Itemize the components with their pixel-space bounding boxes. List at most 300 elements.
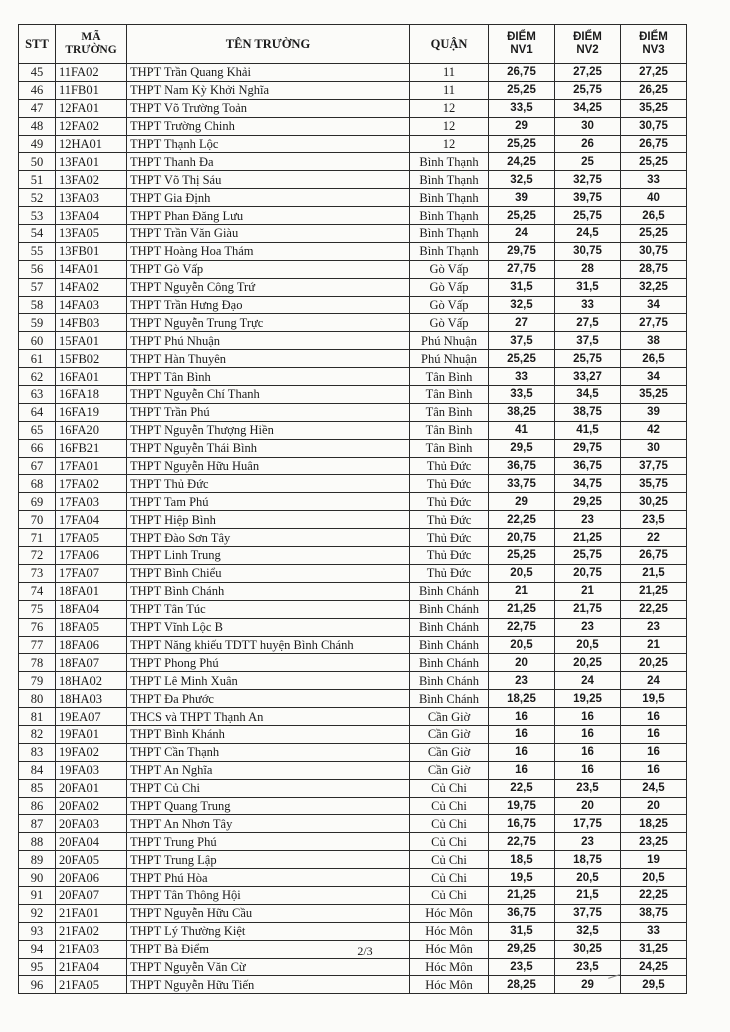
cell-score-nv2: 25,75 — [555, 81, 621, 99]
cell-score-nv3: 25,25 — [621, 225, 687, 243]
cell-school-name: THPT Nguyễn Chí Thanh — [127, 386, 410, 404]
table-row — [19, 403, 687, 421]
cell-stt: 56 — [19, 260, 56, 278]
cell-school-code: 13FA03 — [56, 189, 127, 207]
cell-score-nv2: 30 — [555, 117, 621, 135]
cell-score-nv3: 19,5 — [621, 690, 687, 708]
cell-score-nv1: 39 — [489, 189, 555, 207]
cell-score-nv3: 37,75 — [621, 457, 687, 475]
cell-stt: 53 — [19, 207, 56, 225]
cell-school-name: THPT Năng khiếu TDTT huyện Bình Chánh — [127, 636, 410, 654]
cell-stt: 54 — [19, 225, 56, 243]
cell-score-nv2: 30,75 — [555, 242, 621, 260]
cell-score-nv3: 42 — [621, 421, 687, 439]
cell-stt: 88 — [19, 833, 56, 851]
cell-score-nv3: 27,75 — [621, 314, 687, 332]
cell-school-name: THPT Bình Khánh — [127, 725, 410, 743]
cell-stt: 64 — [19, 403, 56, 421]
cell-school-code: 20FA06 — [56, 869, 127, 887]
cell-school-name: THPT Tân Túc — [127, 600, 410, 618]
table-row — [19, 207, 687, 225]
cell-score-nv1: 20,5 — [489, 564, 555, 582]
cell-score-nv3: 30,75 — [621, 242, 687, 260]
cell-score-nv1: 41 — [489, 421, 555, 439]
cell-score-nv3: 31,25 — [621, 940, 687, 958]
cell-score-nv2: 25,75 — [555, 547, 621, 565]
cell-school-code: 13FA02 — [56, 171, 127, 189]
cell-score-nv2: 27,25 — [555, 64, 621, 82]
cell-school-code: 16FA18 — [56, 386, 127, 404]
cell-score-nv1: 28,25 — [489, 976, 555, 994]
cell-stt: 60 — [19, 332, 56, 350]
cell-school-code: 13FA04 — [56, 207, 127, 225]
cell-school-name: THPT Bình Chánh — [127, 582, 410, 600]
cell-stt: 87 — [19, 815, 56, 833]
cell-score-nv3: 27,25 — [621, 64, 687, 82]
cell-school-name: THPT Võ Thị Sáu — [127, 171, 410, 189]
cell-district: Bình Chánh — [410, 690, 489, 708]
cell-stt: 73 — [19, 564, 56, 582]
cell-district: 12 — [410, 99, 489, 117]
cell-school-name: THPT Trung Lập — [127, 851, 410, 869]
cell-stt: 69 — [19, 493, 56, 511]
cell-school-name: THPT Tam Phú — [127, 493, 410, 511]
cell-district: Gò Vấp — [410, 260, 489, 278]
table-row — [19, 833, 687, 851]
cell-stt: 81 — [19, 708, 56, 726]
table-row — [19, 296, 687, 314]
cell-score-nv2: 25,75 — [555, 207, 621, 225]
cell-school-name: THPT Quang Trung — [127, 797, 410, 815]
cell-score-nv3: 34 — [621, 368, 687, 386]
cell-score-nv2: 16 — [555, 761, 621, 779]
cell-district: Cần Giờ — [410, 761, 489, 779]
table-row — [19, 690, 687, 708]
cell-score-nv2: 32,75 — [555, 171, 621, 189]
cell-stt: 68 — [19, 475, 56, 493]
cell-score-nv1: 33,5 — [489, 386, 555, 404]
cell-score-nv1: 29 — [489, 117, 555, 135]
cell-score-nv3: 23 — [621, 618, 687, 636]
cell-school-code: 20FA01 — [56, 779, 127, 797]
cell-stt: 80 — [19, 690, 56, 708]
table-row — [19, 618, 687, 636]
cell-stt: 62 — [19, 368, 56, 386]
cell-score-nv3: 26,25 — [621, 81, 687, 99]
cell-school-code: 16FA19 — [56, 403, 127, 421]
cell-score-nv2: 39,75 — [555, 189, 621, 207]
cell-score-nv2: 37,5 — [555, 332, 621, 350]
cell-score-nv1: 33,5 — [489, 99, 555, 117]
cell-score-nv1: 21,25 — [489, 886, 555, 904]
cell-stt: 58 — [19, 296, 56, 314]
cell-stt: 48 — [19, 117, 56, 135]
cell-district: 11 — [410, 64, 489, 82]
cell-score-nv1: 22,25 — [489, 511, 555, 529]
cell-score-nv3: 26,75 — [621, 135, 687, 153]
cell-school-code: 16FB21 — [56, 439, 127, 457]
cell-score-nv2: 29,25 — [555, 493, 621, 511]
cell-score-nv3: 32,25 — [621, 278, 687, 296]
cell-score-nv3: 23,5 — [621, 511, 687, 529]
cell-score-nv1: 20,5 — [489, 636, 555, 654]
cell-district: Gò Vấp — [410, 278, 489, 296]
table-row — [19, 350, 687, 368]
cell-district: Phú Nhuận — [410, 332, 489, 350]
cell-school-name: THPT Võ Trường Toản — [127, 99, 410, 117]
cell-school-name: THPT Vĩnh Lộc B — [127, 618, 410, 636]
cell-score-nv1: 16 — [489, 743, 555, 761]
cell-score-nv2: 29 — [555, 976, 621, 994]
cell-stt: 63 — [19, 386, 56, 404]
cell-stt: 78 — [19, 654, 56, 672]
table-row — [19, 135, 687, 153]
cell-score-nv2: 18,75 — [555, 851, 621, 869]
cell-school-code: 15FB02 — [56, 350, 127, 368]
cell-stt: 94 — [19, 940, 56, 958]
cell-stt: 95 — [19, 958, 56, 976]
header-nv3-line1: ĐIỂM — [639, 31, 668, 43]
cell-school-name: THPT An Nghĩa — [127, 761, 410, 779]
cell-score-nv1: 36,75 — [489, 457, 555, 475]
cell-stt: 45 — [19, 64, 56, 82]
cell-score-nv1: 19,75 — [489, 797, 555, 815]
cell-district: Tân Bình — [410, 421, 489, 439]
cell-score-nv3: 20 — [621, 797, 687, 815]
cell-school-code: 17FA05 — [56, 529, 127, 547]
cell-school-code: 17FA07 — [56, 564, 127, 582]
admission-score-table — [18, 24, 687, 994]
cell-score-nv3: 35,75 — [621, 475, 687, 493]
cell-school-code: 13FB01 — [56, 242, 127, 260]
cell-score-nv2: 20,5 — [555, 869, 621, 887]
cell-school-code: 16FA01 — [56, 368, 127, 386]
cell-score-nv1: 31,5 — [489, 922, 555, 940]
cell-school-name: THPT Nguyễn Hữu Cầu — [127, 904, 410, 922]
cell-score-nv2: 30,25 — [555, 940, 621, 958]
table-row — [19, 386, 687, 404]
cell-district: Cần Giờ — [410, 743, 489, 761]
cell-stt: 76 — [19, 618, 56, 636]
cell-district: Bình Thạnh — [410, 207, 489, 225]
cell-score-nv1: 22,5 — [489, 779, 555, 797]
cell-school-code: 21FA05 — [56, 976, 127, 994]
cell-score-nv3: 25,25 — [621, 153, 687, 171]
cell-school-code: 13FA01 — [56, 153, 127, 171]
cell-stt: 66 — [19, 439, 56, 457]
cell-school-code: 20FA04 — [56, 833, 127, 851]
cell-district: Củ Chi — [410, 815, 489, 833]
cell-school-name: THPT An Nhơn Tây — [127, 815, 410, 833]
cell-score-nv1: 21,25 — [489, 600, 555, 618]
cell-school-name: THPT Trần Phú — [127, 403, 410, 421]
cell-score-nv3: 29,5 — [621, 976, 687, 994]
cell-score-nv2: 31,5 — [555, 278, 621, 296]
cell-stt: 74 — [19, 582, 56, 600]
cell-score-nv2: 24,5 — [555, 225, 621, 243]
cell-district: Tân Bình — [410, 368, 489, 386]
table-header-row — [19, 25, 687, 64]
cell-school-name: THPT Gò Vấp — [127, 260, 410, 278]
cell-score-nv2: 19,25 — [555, 690, 621, 708]
cell-district: Cần Giờ — [410, 708, 489, 726]
table-row — [19, 511, 687, 529]
cell-stt: 85 — [19, 779, 56, 797]
cell-school-code: 19EA07 — [56, 708, 127, 726]
cell-stt: 51 — [19, 171, 56, 189]
cell-stt: 50 — [19, 153, 56, 171]
cell-school-code: 19FA02 — [56, 743, 127, 761]
cell-score-nv2: 28 — [555, 260, 621, 278]
cell-district: Củ Chi — [410, 797, 489, 815]
cell-school-name: THPT Tân Bình — [127, 368, 410, 386]
cell-score-nv2: 21,25 — [555, 529, 621, 547]
header-score-nv2 — [555, 25, 621, 64]
cell-school-name: THPT Hiệp Bình — [127, 511, 410, 529]
cell-score-nv3: 22,25 — [621, 886, 687, 904]
header-school-name: TÊN TRƯỜNG — [127, 25, 410, 64]
cell-district: Thủ Đức — [410, 457, 489, 475]
cell-score-nv1: 16,75 — [489, 815, 555, 833]
cell-score-nv3: 30,75 — [621, 117, 687, 135]
table-row — [19, 869, 687, 887]
cell-score-nv2: 34,5 — [555, 386, 621, 404]
cell-stt: 71 — [19, 529, 56, 547]
cell-district: Gò Vấp — [410, 314, 489, 332]
cell-school-code: 12HA01 — [56, 135, 127, 153]
cell-score-nv2: 32,5 — [555, 922, 621, 940]
cell-school-name: THPT Gia Định — [127, 189, 410, 207]
cell-district: Bình Thạnh — [410, 225, 489, 243]
cell-school-code: 11FB01 — [56, 81, 127, 99]
cell-stt: 86 — [19, 797, 56, 815]
cell-score-nv1: 24 — [489, 225, 555, 243]
cell-school-code: 15FA01 — [56, 332, 127, 350]
cell-school-name: THPT Nam Kỳ Khởi Nghĩa — [127, 81, 410, 99]
cell-score-nv3: 30 — [621, 439, 687, 457]
table-row — [19, 958, 687, 976]
cell-score-nv1: 32,5 — [489, 296, 555, 314]
cell-school-code: 13FA05 — [56, 225, 127, 243]
cell-score-nv1: 32,5 — [489, 171, 555, 189]
table-row — [19, 582, 687, 600]
cell-school-name: THPT Nguyễn Công Trứ — [127, 278, 410, 296]
table-row — [19, 815, 687, 833]
cell-school-name: THPT Thanh Đa — [127, 153, 410, 171]
cell-score-nv1: 18,5 — [489, 851, 555, 869]
cell-score-nv3: 16 — [621, 725, 687, 743]
cell-score-nv1: 38,25 — [489, 403, 555, 421]
cell-score-nv1: 21 — [489, 582, 555, 600]
page-number: 2/3 — [357, 944, 373, 958]
cell-score-nv3: 26,75 — [621, 547, 687, 565]
cell-school-code: 19FA03 — [56, 761, 127, 779]
cell-score-nv3: 21,25 — [621, 582, 687, 600]
cell-district: Hóc Môn — [410, 922, 489, 940]
cell-school-name: THCS và THPT Thạnh An — [127, 708, 410, 726]
cell-district: Bình Thạnh — [410, 153, 489, 171]
cell-score-nv1: 19,5 — [489, 869, 555, 887]
cell-score-nv2: 27,5 — [555, 314, 621, 332]
cell-score-nv3: 34 — [621, 296, 687, 314]
cell-district: Phú Nhuận — [410, 350, 489, 368]
cell-stt: 89 — [19, 851, 56, 869]
cell-score-nv1: 20,75 — [489, 529, 555, 547]
cell-score-nv3: 22,25 — [621, 600, 687, 618]
cell-school-name: THPT Đào Sơn Tây — [127, 529, 410, 547]
cell-score-nv3: 18,25 — [621, 815, 687, 833]
cell-stt: 59 — [19, 314, 56, 332]
cell-score-nv2: 21,75 — [555, 600, 621, 618]
cell-district: Bình Thạnh — [410, 171, 489, 189]
cell-score-nv3: 19 — [621, 851, 687, 869]
cell-score-nv3: 26,5 — [621, 350, 687, 368]
table-row — [19, 922, 687, 940]
cell-stt: 46 — [19, 81, 56, 99]
cell-school-code: 18HA02 — [56, 672, 127, 690]
cell-score-nv1: 20 — [489, 654, 555, 672]
cell-score-nv3: 39 — [621, 403, 687, 421]
cell-school-name: THPT Trần Văn Giàu — [127, 225, 410, 243]
cell-score-nv3: 33 — [621, 922, 687, 940]
cell-school-code: 18FA01 — [56, 582, 127, 600]
header-school-code — [56, 25, 127, 64]
cell-school-name: THPT Phong Phú — [127, 654, 410, 672]
cell-school-code: 17FA02 — [56, 475, 127, 493]
cell-score-nv1: 37,5 — [489, 332, 555, 350]
cell-stt: 75 — [19, 600, 56, 618]
cell-district: Hóc Môn — [410, 904, 489, 922]
cell-score-nv3: 26,5 — [621, 207, 687, 225]
cell-score-nv3: 33 — [621, 171, 687, 189]
cell-stt: 67 — [19, 457, 56, 475]
cell-school-name: THPT Lê Minh Xuân — [127, 672, 410, 690]
table-row — [19, 725, 687, 743]
cell-school-name: THPT Nguyễn Thượng Hiền — [127, 421, 410, 439]
table-row — [19, 851, 687, 869]
cell-score-nv1: 27,75 — [489, 260, 555, 278]
cell-school-name: THPT Cần Thạnh — [127, 743, 410, 761]
cell-score-nv2: 25,75 — [555, 350, 621, 368]
table-row — [19, 225, 687, 243]
cell-school-code: 20FA02 — [56, 797, 127, 815]
cell-school-name: THPT Nguyễn Hữu Tiến — [127, 976, 410, 994]
cell-school-name: THPT Tân Thông Hội — [127, 886, 410, 904]
cell-score-nv3: 24,25 — [621, 958, 687, 976]
table-row — [19, 171, 687, 189]
cell-district: Bình Chánh — [410, 654, 489, 672]
table-row — [19, 475, 687, 493]
cell-score-nv1: 23 — [489, 672, 555, 690]
cell-score-nv3: 38 — [621, 332, 687, 350]
header-nv1-line2: NV1 — [510, 44, 533, 56]
score-table-container — [18, 24, 687, 994]
cell-school-name: THPT Trường Chinh — [127, 117, 410, 135]
cell-score-nv1: 25,25 — [489, 81, 555, 99]
cell-school-name: THPT Lý Thường Kiệt — [127, 922, 410, 940]
cell-score-nv1: 16 — [489, 761, 555, 779]
cell-score-nv1: 29 — [489, 493, 555, 511]
cell-school-code: 18FA06 — [56, 636, 127, 654]
table-row — [19, 457, 687, 475]
table-row — [19, 189, 687, 207]
cell-score-nv2: 17,75 — [555, 815, 621, 833]
cell-stt: 90 — [19, 869, 56, 887]
cell-school-name: THPT Nguyễn Trung Trực — [127, 314, 410, 332]
cell-school-name: THPT Thủ Đức — [127, 475, 410, 493]
cell-score-nv1: 16 — [489, 708, 555, 726]
cell-district: Củ Chi — [410, 779, 489, 797]
cell-school-code: 14FB03 — [56, 314, 127, 332]
cell-school-code: 20FA03 — [56, 815, 127, 833]
cell-district: Củ Chi — [410, 833, 489, 851]
header-school-code-line2: TRƯỜNG — [65, 44, 117, 56]
cell-stt: 92 — [19, 904, 56, 922]
cell-school-code: 21FA02 — [56, 922, 127, 940]
cell-school-code: 20FA07 — [56, 886, 127, 904]
cell-score-nv1: 33,75 — [489, 475, 555, 493]
cell-school-name: THPT Phú Hòa — [127, 869, 410, 887]
table-row — [19, 976, 687, 994]
cell-stt: 83 — [19, 743, 56, 761]
cell-district: Tân Bình — [410, 403, 489, 421]
cell-score-nv3: 22 — [621, 529, 687, 547]
cell-school-name: THPT Phú Nhuận — [127, 332, 410, 350]
cell-school-code: 12FA01 — [56, 99, 127, 117]
table-row — [19, 314, 687, 332]
cell-stt: 57 — [19, 278, 56, 296]
cell-score-nv1: 27 — [489, 314, 555, 332]
cell-score-nv3: 20,5 — [621, 869, 687, 887]
table-row — [19, 493, 687, 511]
cell-stt: 79 — [19, 672, 56, 690]
cell-score-nv3: 24,5 — [621, 779, 687, 797]
cell-school-name: THPT Linh Trung — [127, 547, 410, 565]
header-nv3-line2: NV3 — [642, 44, 665, 56]
cell-district: Bình Chánh — [410, 582, 489, 600]
cell-district: Thủ Đức — [410, 564, 489, 582]
cell-score-nv3: 20,25 — [621, 654, 687, 672]
cell-score-nv2: 16 — [555, 743, 621, 761]
cell-score-nv1: 24,25 — [489, 153, 555, 171]
table-row — [19, 529, 687, 547]
cell-district: Củ Chi — [410, 886, 489, 904]
cell-school-code: 18HA03 — [56, 690, 127, 708]
cell-stt: 72 — [19, 547, 56, 565]
cell-district: Thủ Đức — [410, 475, 489, 493]
cell-district: Cần Giờ — [410, 725, 489, 743]
cell-score-nv2: 20 — [555, 797, 621, 815]
table-row — [19, 761, 687, 779]
cell-school-name: THPT Nguyễn Văn Cừ — [127, 958, 410, 976]
cell-school-name: THPT Nguyễn Thái Bình — [127, 439, 410, 457]
cell-score-nv2: 25 — [555, 153, 621, 171]
table-row — [19, 439, 687, 457]
cell-score-nv2: 20,25 — [555, 654, 621, 672]
cell-school-code: 11FA02 — [56, 64, 127, 82]
cell-district: Củ Chi — [410, 851, 489, 869]
cell-school-code: 14FA02 — [56, 278, 127, 296]
table-row — [19, 886, 687, 904]
table-row — [19, 743, 687, 761]
table-row — [19, 81, 687, 99]
cell-score-nv3: 16 — [621, 708, 687, 726]
cell-score-nv2: 34,25 — [555, 99, 621, 117]
cell-district: Thủ Đức — [410, 547, 489, 565]
cell-stt: 55 — [19, 242, 56, 260]
cell-school-code: 18FA05 — [56, 618, 127, 636]
cell-score-nv1: 29,25 — [489, 940, 555, 958]
